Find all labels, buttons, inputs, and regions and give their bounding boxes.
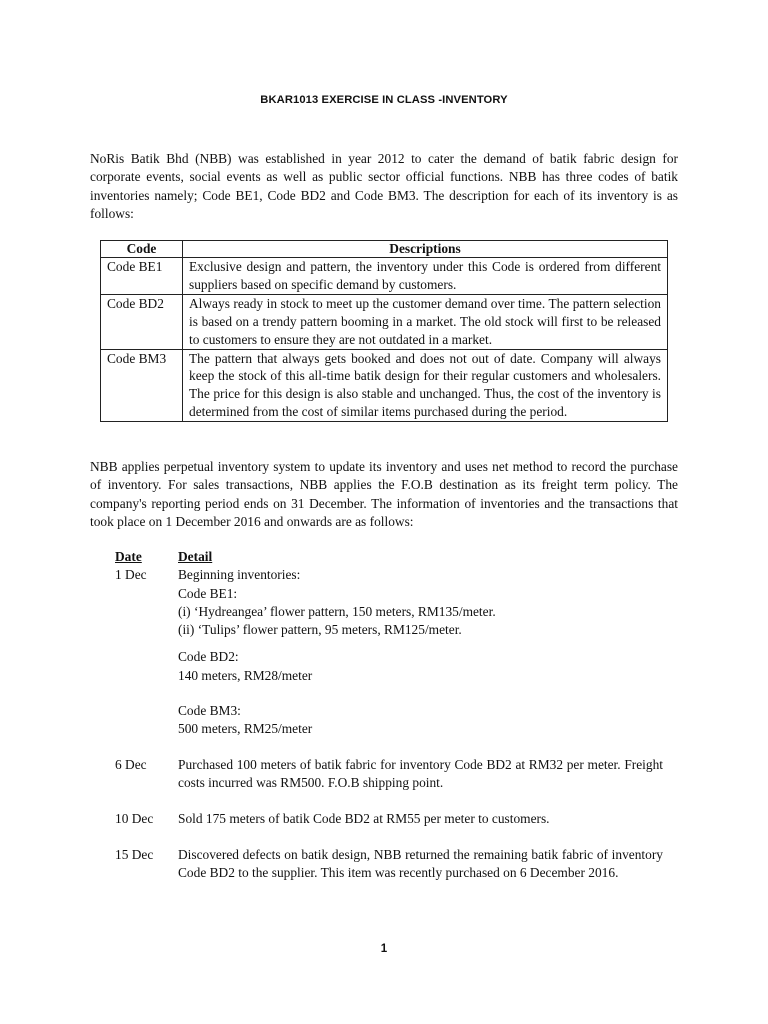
transaction-detail-line: Beginning inventories:: [178, 567, 301, 583]
transaction-detail: Purchased 100 meters of batik fabric for inventory Code BD2 at RM32 per meter. Freight costs incurred was RM500. F.O.B shipping point.: [178, 757, 663, 791]
transaction-entry-6-dec: [115, 756, 663, 793]
page-number: 1: [380, 943, 388, 955]
transaction-date: 15 Dec: [115, 847, 154, 862]
table-header-row: [101, 241, 668, 258]
transaction-detail-line: Code BD2:: [178, 649, 239, 665]
table-row: [101, 294, 668, 349]
transaction-date: 1 Dec: [115, 567, 147, 583]
transaction-detail-line: (i) ‘Hydreangea’ flower pattern, 150 meters, RM135/meter.: [178, 603, 496, 619]
transaction-detail-line: 500 meters, RM25/meter: [178, 721, 313, 737]
transactions-header: [115, 548, 663, 566]
table-row: [101, 258, 668, 295]
transaction-date: 10 Dec: [115, 811, 154, 826]
table-cell-description: The pattern that always gets booked and does not out of date. Company will always keep the stock of this all-time batik design for their regular customers and wholesalers. The price for this design is also stable and unchanged. Thus, the cost of the inventory is determined from the cost of similar items purchased during the period.: [183, 349, 668, 422]
table-cell-code: Code BE1: [101, 258, 183, 295]
transaction-detail-line: 140 meters, RM28/meter: [178, 667, 313, 683]
transaction-detail-line: Code BE1:: [178, 585, 238, 601]
intro-paragraph: NoRis Batik Bhd (NBB) was established in year 2012 to cater the demand of batik fabric design for corporate events, social events as well as public sector official functions. NBB has three codes of batik inventories namely; Code BE1, Code BD2 and Code BM3. The description for each of its inventory is as follows:: [90, 151, 678, 221]
table-cell-description: Exclusive design and pattern, the inventory under this Code is ordered from different suppliers based on specific demand by customers.: [183, 258, 668, 295]
detail-header: Detail: [178, 549, 213, 564]
transaction-entry-10-dec: [115, 810, 663, 828]
table-header-code: Code: [101, 241, 183, 258]
transaction-detail-line: Code BM3:: [178, 703, 241, 719]
table-header-descriptions: Descriptions: [183, 241, 668, 258]
table-cell-description: Always ready in stock to meet up the customer demand over time. The pattern selection is based on a trendy pattern booming in a market. The old stock will first to be released to customers to ensure they are not outdated in a market.: [183, 294, 668, 349]
policy-paragraph: NBB applies perpetual inventory system to update its inventory and uses net method to record the purchase of inventory. For sales transactions, NBB applies the F.O.B destination as its freight term policy. The company's reporting period ends on 31 December. The information of inventories and the transactions that took place on 1 December 2016 and onwards are as follows:: [90, 459, 678, 529]
transaction-entry-15-dec: [115, 846, 663, 883]
document-title: BKAR1013 EXERCISE IN CLASS -INVENTORY: [260, 94, 508, 106]
inventory-codes-table: [100, 240, 668, 422]
date-header: Date: [115, 549, 142, 564]
transactions-section: [115, 548, 663, 739]
transaction-detail-line: (ii) ‘Tulips’ flower pattern, 95 meters, RM125/meter.: [178, 622, 462, 638]
transaction-detail: Sold 175 meters of batik Code BD2 at RM55 per meter to customers.: [178, 811, 550, 826]
table-row: [101, 349, 668, 422]
transaction-detail: Discovered defects on batik design, NBB returned the remaining batik fabric of inventory Code BD2 to the supplier. This item was recently purchased on 6 December 2016.: [178, 847, 663, 881]
table-cell-code: Code BD2: [101, 294, 183, 349]
transaction-date: 6 Dec: [115, 757, 147, 772]
transaction-entry-1-dec: [115, 566, 663, 738]
table-cell-code: Code BM3: [101, 349, 183, 422]
